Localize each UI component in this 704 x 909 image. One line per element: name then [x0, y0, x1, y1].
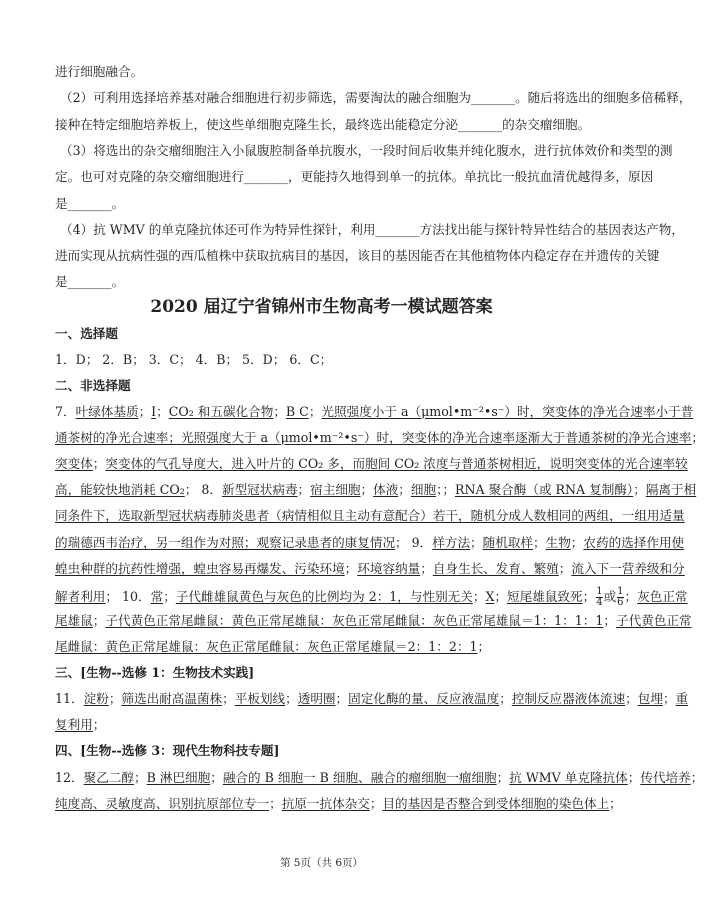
answer-text: 透明圈: [297, 691, 336, 706]
answer-text: 平板划线: [234, 691, 286, 706]
text-segment: ；: [156, 404, 169, 419]
text-segment: 12．: [55, 770, 84, 785]
text-line: [55, 717, 591, 733]
text-line: [55, 770, 704, 786]
answer-text: 传代培养: [640, 770, 691, 785]
text-segment: 或: [603, 589, 617, 604]
denominator: 6: [617, 597, 624, 608]
answer-text: 解者利用: [55, 589, 106, 604]
text-segment: ；: [533, 535, 546, 550]
text-segment: ；；: [436, 482, 455, 497]
text-segment: ；: [633, 482, 646, 497]
text-line: [55, 508, 685, 524]
answer-text: 控制反应器液体流速: [511, 691, 626, 706]
answer-text: CO₂ 和五碳化合物: [168, 404, 274, 419]
text-line: [55, 743, 591, 759]
text-line: [55, 169, 654, 185]
text-segment: 是_______。: [55, 274, 125, 289]
page-footer: 第 5页（共 6页）: [279, 857, 364, 869]
answer-text: 环境容纳量: [357, 561, 421, 576]
text-line: [55, 430, 704, 446]
text-line: [55, 586, 688, 608]
answer-text: 复利用: [55, 717, 93, 732]
text-segment: ；: [472, 589, 486, 604]
answer-text: 常: [150, 589, 164, 604]
text-segment: ；: [92, 717, 106, 732]
text-line: [55, 796, 622, 812]
text-line: [55, 639, 591, 655]
text-line: [60, 90, 692, 106]
answer-text: 灰色正常: [637, 589, 688, 604]
answer-text: 自身生长、发育、繁殖: [432, 561, 559, 576]
numerator: 1: [596, 586, 603, 597]
text-segment: ；: [582, 589, 596, 604]
text-line: [55, 64, 591, 80]
text-segment: ；: [134, 770, 147, 785]
text-segment: ；: [92, 456, 106, 471]
answer-text: 抗 WMV 单克隆抗体: [509, 770, 628, 785]
text-line: [60, 143, 673, 159]
text-line: [55, 665, 591, 681]
answer-text: 尾雄鼠: [55, 613, 93, 628]
text-segment: 7．: [55, 404, 76, 419]
text-segment: ；: [210, 770, 223, 785]
answer-text: 生物: [545, 535, 571, 550]
text-segment: ；: [308, 404, 322, 419]
answer-text: 聚乙二醇: [83, 770, 134, 785]
text-line: [55, 482, 697, 498]
text-segment: ；: [297, 482, 311, 497]
numerator: 1: [617, 586, 624, 597]
text-line: [55, 561, 685, 577]
answer-text: 蝗虫种群的抗药性增强，蝗虫容易再爆发、污染环境: [55, 561, 345, 576]
text-line: [55, 456, 688, 472]
text-segment: ；: [690, 770, 704, 785]
text-segment: 是_______。: [55, 196, 125, 211]
text-segment: ；: [163, 589, 176, 604]
answer-text: B C: [285, 404, 309, 419]
fraction: [617, 587, 623, 608]
answer-text: 光照强度小于 a（μmol•m⁻²•s⁻）时，突变体的净光合速率小于普: [321, 404, 694, 419]
text-line: [55, 326, 591, 342]
answer-text: 的瑞德西韦治疗，另一组作为对照；观察记录患者的康复情况: [55, 535, 396, 550]
answer-text: 固定化酶的量、反应液温度: [348, 691, 500, 706]
answer-text: 包埋: [637, 691, 663, 706]
text-line: [60, 222, 684, 238]
answer-text: 突变体的气孔导度大，进入叶片的 CO₂ 多，而胞间 CO₂ 浓度与普通茶树相近，说明突变体的光合速率较: [105, 456, 688, 471]
text-segment: ；: [108, 691, 122, 706]
text-segment: ；: [609, 796, 622, 811]
answer-text: 样方法: [432, 535, 471, 550]
answer-text: 农药的选择作用使: [583, 535, 685, 550]
fraction: [596, 587, 602, 608]
answer-text: RNA 聚合酶（或 RNA 复制酶）: [454, 482, 634, 497]
text-segment: （2）可利用选择培养基对融合细胞进行初步筛选，需要淘汰的融合细胞为_______。随后将选出的细胞多倍稀释，: [60, 90, 692, 105]
denominator: 4: [596, 597, 603, 608]
answer-text: 新型冠状病毒: [221, 482, 298, 497]
answer-text: 纯度高、灵敏度高、识别抗原部位专一: [55, 796, 270, 811]
section-heading: 一、选择题: [55, 326, 118, 341]
text-segment: （4）抗 WMV 的单克隆抗体还可作为特异性探针，利用_______方法找出能与探针特异性结合的基因表达产物，: [60, 222, 684, 237]
answer-text: 高，能较快地消耗 CO₂: [55, 482, 185, 497]
text-segment: ；: [627, 770, 641, 785]
text-line: [55, 274, 591, 290]
answer-text: 同条件下，选取新型冠状病毒肺炎患者（病情相似且主动有意配合）若干，随机分成人数相同的两组，一组用适量: [55, 508, 685, 523]
text-line: [55, 352, 591, 368]
text-line: [55, 196, 591, 212]
text-segment: 接种在特定细胞培养板上，使这些单细胞克隆生长，最终选出能稳定分泌_______的杂交瘤细胞。: [55, 117, 591, 132]
text-segment: ；: [477, 639, 491, 654]
answer-text: 融合的 B 细胞一 B 细胞、融合的瘤细胞一瘤细胞: [222, 770, 497, 785]
answer-text: 子代黄色正常尾雌鼠：黄色正常尾雄鼠：灰色正常尾雌鼠：灰色正常尾雄鼠＝1：1：1：1: [105, 613, 604, 628]
text-segment: ；: [285, 691, 298, 706]
text-segment: 进而实现从抗病性强的西瓜植株中获取抗病目的基因，该目的基因能否在其他植物体内稳定存在并遗传的关键: [55, 248, 660, 263]
text-segment: ；: [398, 482, 411, 497]
text-line: [55, 404, 694, 420]
text-segment: ；: [360, 482, 374, 497]
text-segment: ； 9．: [395, 535, 433, 550]
text-segment: 进行细胞融合。: [55, 64, 144, 79]
text-segment: ；: [603, 613, 616, 628]
section-heading: 二、非选择题: [55, 378, 131, 393]
text-segment: ；: [369, 796, 383, 811]
section-heading: 三、[生物--选修 1：生物技术实践]: [55, 665, 255, 680]
answer-text: 子代黄色正常: [616, 613, 692, 628]
answer-text: 重: [675, 691, 689, 706]
text-segment: ；: [625, 691, 638, 706]
text-line: [55, 117, 591, 133]
answer-text: 体液: [373, 482, 399, 497]
text-segment: ；: [499, 691, 512, 706]
text-segment: （3）将选出的杂交瘤细胞注入小鼠腹腔制备单抗腹水，一段时间后收集并纯化腹水，进行抗体效价和类型的测: [60, 143, 673, 158]
answer-text: 突变体: [55, 456, 93, 471]
text-segment: ；: [691, 430, 704, 445]
answer-text: 子代雌雄鼠黄色与灰色的比例均为 2：1，与性别无关: [175, 589, 473, 604]
text-line: [55, 691, 689, 707]
text-segment: ；: [344, 561, 358, 576]
text-segment: ；: [558, 561, 572, 576]
text-segment: ；: [222, 691, 235, 706]
answer-title: 2020 届辽宁省锦州市生物高考一模试题答案: [150, 297, 493, 317]
text-segment: ；: [470, 535, 483, 550]
answer-text: 淀粉: [83, 691, 109, 706]
text-segment: ；: [494, 589, 508, 604]
answer-text: 通茶树的净光合速率；光照强度大于 a（μmol•m⁻²•s⁻）时，突变体的净光合速率逐渐大于普通茶树的净光合速率: [55, 430, 692, 445]
text-line: [55, 613, 692, 629]
text-segment: ；: [273, 404, 286, 419]
answer-text: 细胞: [410, 482, 437, 497]
answer-text: 流入下一营养级和分: [571, 561, 685, 576]
answer-text: 尾雌鼠：黄色正常尾雄鼠：灰色正常尾雌鼠：灰色正常尾雄鼠＝2：1：2：1: [55, 639, 478, 654]
answer-text: 筛选出耐高温菌株: [121, 691, 223, 706]
answer-text: Ⅰ: [151, 404, 157, 419]
answer-text: 抗原一抗体杂交: [281, 796, 370, 811]
answer-text: B 淋巴细胞: [146, 770, 211, 785]
section-heading: 四、[生物--选修 3：现代生物科技专题]: [55, 743, 280, 758]
text-segment: ； 8．: [184, 482, 222, 497]
text-segment: ；: [570, 535, 584, 550]
answer-text: 随机取样: [482, 535, 533, 550]
answer-text: X: [485, 589, 495, 604]
answer-text: 短尾雄鼠致死: [507, 589, 583, 604]
text-segment: 11．: [55, 691, 84, 706]
text-segment: ；: [138, 404, 152, 419]
text-segment: ； 10．: [105, 589, 151, 604]
text-segment: ；: [420, 561, 433, 576]
answer-text: 隔离于相: [645, 482, 697, 497]
text-segment: ；: [496, 770, 510, 785]
text-segment: ；: [269, 796, 282, 811]
text-segment: 定。也可对克隆的杂交瘤细胞进行_______，更能持久地得到单一的抗体。单抗比一般抗血清优越得多，原因: [55, 169, 654, 184]
text-segment: ；: [662, 691, 676, 706]
text-segment: ；: [335, 691, 349, 706]
text-line: [55, 535, 685, 551]
text-line: [55, 378, 591, 394]
answer-text: 叶绿体基质: [75, 404, 139, 419]
text-segment: 1．D； 2．B； 3．C； 4．B； 5．D； 6．C；: [55, 352, 333, 367]
answer-text: 宿主细胞: [310, 482, 361, 497]
text-segment: ；: [92, 613, 106, 628]
text-segment: ；: [624, 589, 638, 604]
answer-text: 目的基因是否整合到受体细胞的染色体上: [382, 796, 610, 811]
text-line: [55, 248, 660, 264]
